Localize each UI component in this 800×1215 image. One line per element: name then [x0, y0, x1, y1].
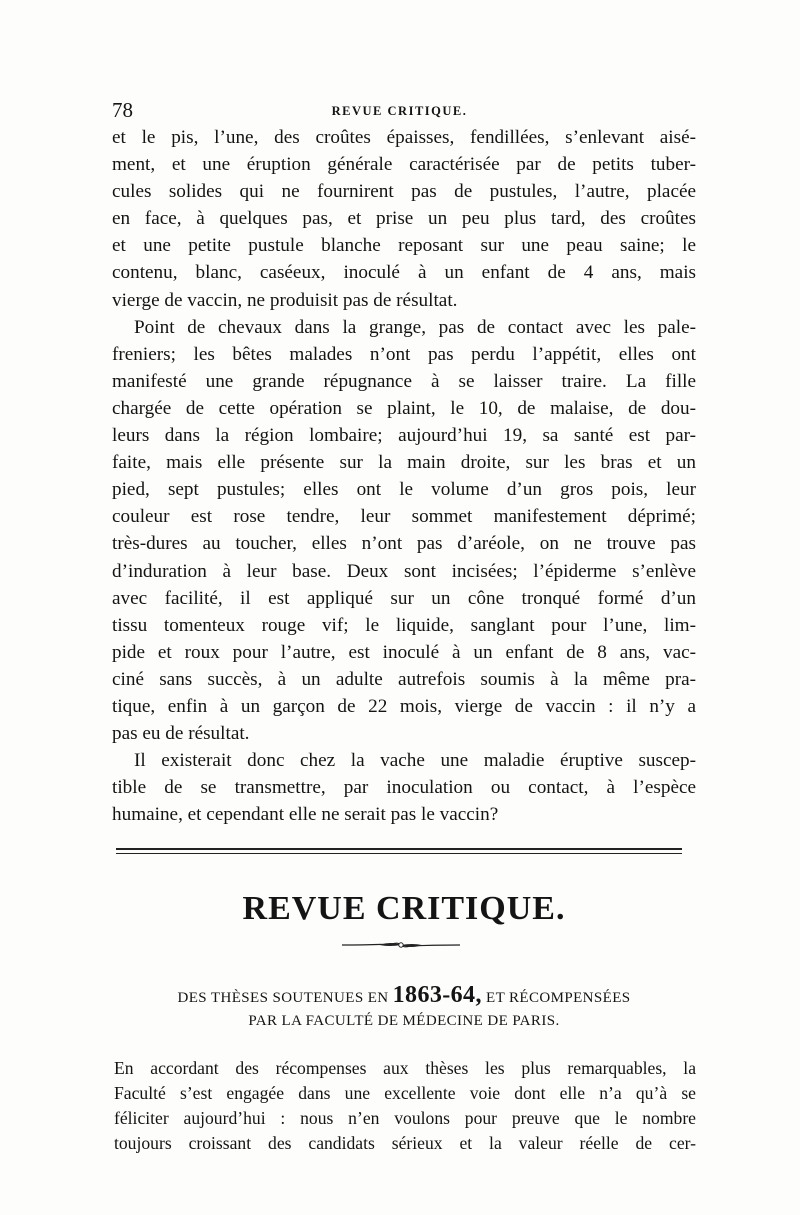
- running-head: REVUE CRITIQUE.: [331, 104, 468, 118]
- text-line: tique, enfin à un garçon de 22 mois, vierge de vaccin : il n’y a: [112, 695, 696, 717]
- text-line: Faculté s’est engagée dans une excellente voie dont elle n’a qu’à se: [114, 1083, 696, 1103]
- section-title: REVUE CRITIQUE.: [242, 890, 566, 927]
- section-subtitle-line-1: [112, 982, 696, 1009]
- text-line: avec facilité, il est appliqué sur un cône tronqué formé d’un: [112, 587, 696, 609]
- text-line: toujours croissant des candidats sérieux et la valeur réelle de cer-: [114, 1133, 696, 1153]
- section-subtitle-line-2: PAR LA FACULTÉ DE MÉDECINE DE PARIS.: [248, 1013, 560, 1029]
- text-line: cules solides qui ne fournirent pas de pustules, l’autre, placée: [112, 181, 696, 203]
- text-line: chargée de cette opération se plaint, le 10, de malaise, de dou-: [112, 397, 696, 419]
- section-intro-text: [114, 1056, 696, 1156]
- text-line: en face, à quelques pas, et prise un peu plus tard, des croûtes: [112, 208, 696, 230]
- text-line: contenu, blanc, caséeux, inoculé à un enfant de 4 ans, mais: [112, 262, 696, 284]
- text-line: ment, et une éruption générale caractérisée par de petits tuber-: [112, 154, 696, 176]
- subtitle-years: 1863-64,: [392, 982, 482, 1008]
- text-line: tissu tomenteux rouge vif; le liquide, sanglant pour l’une, lim-: [112, 614, 696, 636]
- text-line: leurs dans la région lombaire; aujourd’hui 19, sa santé est par-: [112, 425, 696, 447]
- text-line: d’induration à leur base. Deux sont incisées; l’épiderme s’enlève: [112, 560, 696, 582]
- ornament-divider-icon: [340, 940, 462, 950]
- subtitle-part-a: DES THÈSES SOUTENUES EN: [177, 990, 393, 1006]
- text-line: freniers; les bêtes malades n’ont pas perdu l’appétit, elles ont: [112, 343, 696, 365]
- text-line: couleur est rose tendre, leur sommet manifestement déprimé;: [112, 506, 696, 528]
- text-line: très-dures au toucher, elles n’ont pas d’aréole, on ne trouve pas: [112, 533, 696, 555]
- page-number: 78: [112, 98, 133, 122]
- text-line: vierge de vaccin, ne produisit pas de résultat.: [112, 289, 458, 311]
- paragraph-1: [112, 124, 696, 314]
- page-header: [112, 98, 687, 122]
- text-line: féliciter aujourd’hui : nous n’en voulons pour preuve que le nombre: [114, 1108, 696, 1128]
- text-line: et le pis, l’une, des croûtes épaisses, fendillées, s’enlevant aisé-: [112, 127, 696, 148]
- text-line: ciné sans succès, à un adulte autrefois soumis à la même pra-: [112, 668, 696, 690]
- subtitle-part-b: ET RÉCOMPENSÉES: [481, 990, 631, 1006]
- paragraph-3: [112, 747, 696, 828]
- text-line: pas eu de résultat.: [112, 723, 250, 745]
- text-line: En accordant des récompenses aux thèses les plus remarquables, la: [114, 1058, 696, 1078]
- text-line: Il existerait donc chez la vache une maladie éruptive suscep-: [134, 750, 696, 772]
- text-line: pide et roux pour l’autre, est inoculé à un enfant de 8 ans, vac-: [112, 641, 696, 663]
- text-line: manifesté une grande répugnance à se laisser traire. La fille: [112, 370, 696, 392]
- text-line: tible de se transmettre, par inoculation ou contact, à l’espèce: [112, 777, 696, 799]
- text-line: pied, sept pustules; elles ont le volume d’un gros pois, leur: [112, 479, 696, 501]
- intro-paragraph: [114, 1056, 696, 1156]
- text-line: Point de chevaux dans la grange, pas de contact avec les pale-: [134, 316, 696, 338]
- text-line: faite, mais elle présente sur la main droite, sur les bras et un: [112, 452, 696, 474]
- text-line: humaine, et cependant elle ne serait pas le vaccin?: [112, 804, 499, 826]
- section-divider-rule: [116, 848, 682, 854]
- text-line: et une petite pustule blanche reposant sur une peau saine; le: [112, 235, 696, 257]
- paragraph-2: [112, 314, 696, 748]
- body-text: [112, 124, 696, 828]
